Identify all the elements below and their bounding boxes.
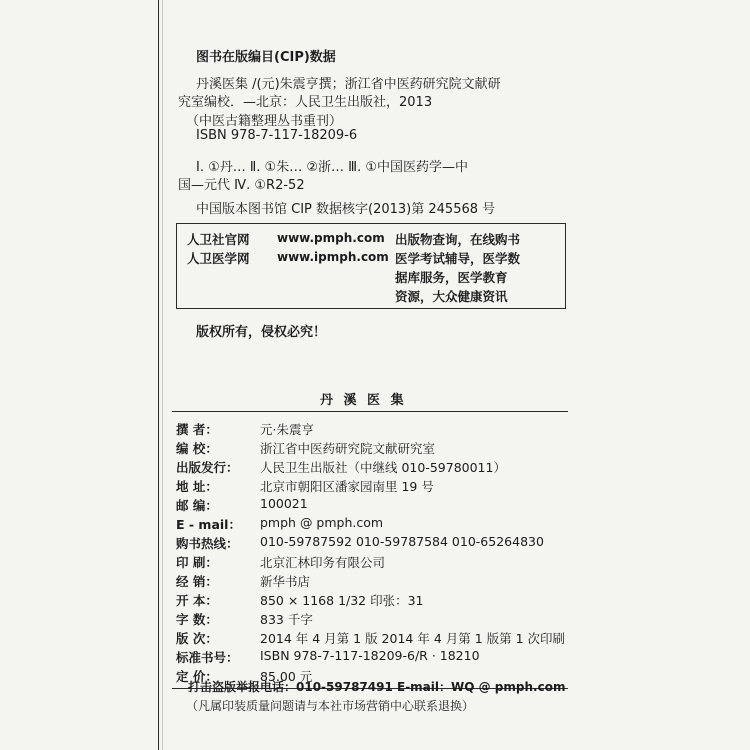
imprint-value: 2014 年 4 月第 1 版 2014 年 4 月第 1 版第 1 次印刷 [260,631,566,646]
imprint-label: 邮 编： [176,498,218,513]
imprint-label: 印 刷： [176,555,218,570]
imprint-label: 撰 者： [176,422,218,437]
site-service: 资源，大众健康资讯 [395,289,508,304]
imprint-value: 人民卫生出版社（中继线 010-59780011） [260,460,506,475]
cip-line: 丹溪医集 /(元)朱震亨撰；浙江省中医药研究院文献研 [196,77,501,92]
cip-line: （中医古籍整理丛书重刊） [186,114,343,129]
cip-line: 国—元代 Ⅳ. ①R2-52 [178,178,305,193]
site-url[interactable]: www.pmph.com [277,231,385,245]
book-title: 丹 溪 医 集 [320,393,407,408]
imprint-value: 100021 [260,496,308,511]
imprint-value: 850 × 1168 1/32 印张：31 [260,593,424,608]
imprint-value[interactable]: pmph @ pmph.com [260,515,384,530]
imprint-value: 833 千字 [260,612,313,627]
cip-line: Ⅰ. ①丹… Ⅱ. ①朱… ②浙… Ⅲ. ①中国医药学—中 [196,160,469,175]
site-service: 医学考试辅导，医学数 [395,251,521,266]
site-name: 人卫医学网 [187,251,250,266]
page-margin-rule [158,0,159,750]
imprint-label: 编 校： [176,441,218,456]
page-margin-shadow [162,0,163,750]
site-name: 人卫社官网 [187,232,250,247]
imprint-label: 购书热线： [176,536,239,551]
imprint-label: 字 数： [176,612,218,627]
imprint-value: 010-59787592 010-59787584 010-65264830 [260,534,544,549]
site-url[interactable]: www.ipmph.com [277,250,389,264]
imprint-label: 标准书号： [176,650,239,665]
cip-note: 中国版本图书馆 CIP 数据核字(2013)第 245568 号 [196,202,496,217]
imprint-value: 元·朱震亨 [260,422,314,437]
website-box [176,223,566,309]
imprint-label: E - mail： [176,517,241,532]
imprint-label: 版 次： [176,631,218,646]
imprint-value: 北京汇林印务有限公司 [260,555,386,570]
cip-line: 究室编校．—北京：人民卫生出版社，2013 [178,95,433,110]
cip-header: 图书在版编目(CIP)数据 [196,50,336,65]
copyright-notice: 版权所有，侵权必究！ [196,325,327,340]
cip-isbn: ISBN 978-7-117-18209-6 [196,128,358,143]
imprint-label: 定 价： [176,669,218,684]
imprint-value: 北京市朝阳区潘家园南里 19 号 [260,479,434,494]
divider [172,411,568,412]
imprint-label: 地 址： [176,479,218,494]
imprint-value: 85.00 元 [260,669,313,684]
imprint-label: 出版发行： [176,460,239,475]
imprint-value: 新华书店 [260,574,311,589]
imprint-value: ISBN 978-7-117-18209-6/R · 18210 [260,648,480,663]
site-service: 据库服务，医学教育 [395,270,508,285]
imprint-label: 经 销： [176,574,218,589]
piracy-hotline: 打击盗版举报电话：010-59787491 E-mail：WQ @ pmph.com [188,680,566,694]
site-service: 出版物查询，在线购书 [395,232,521,247]
imprint-label: 开 本： [176,593,218,608]
imprint-value: 浙江省中医药研究院文献研究室 [260,441,436,456]
return-notice: （凡属印装质量问题请与本社市场营销中心联系退换） [186,699,475,713]
